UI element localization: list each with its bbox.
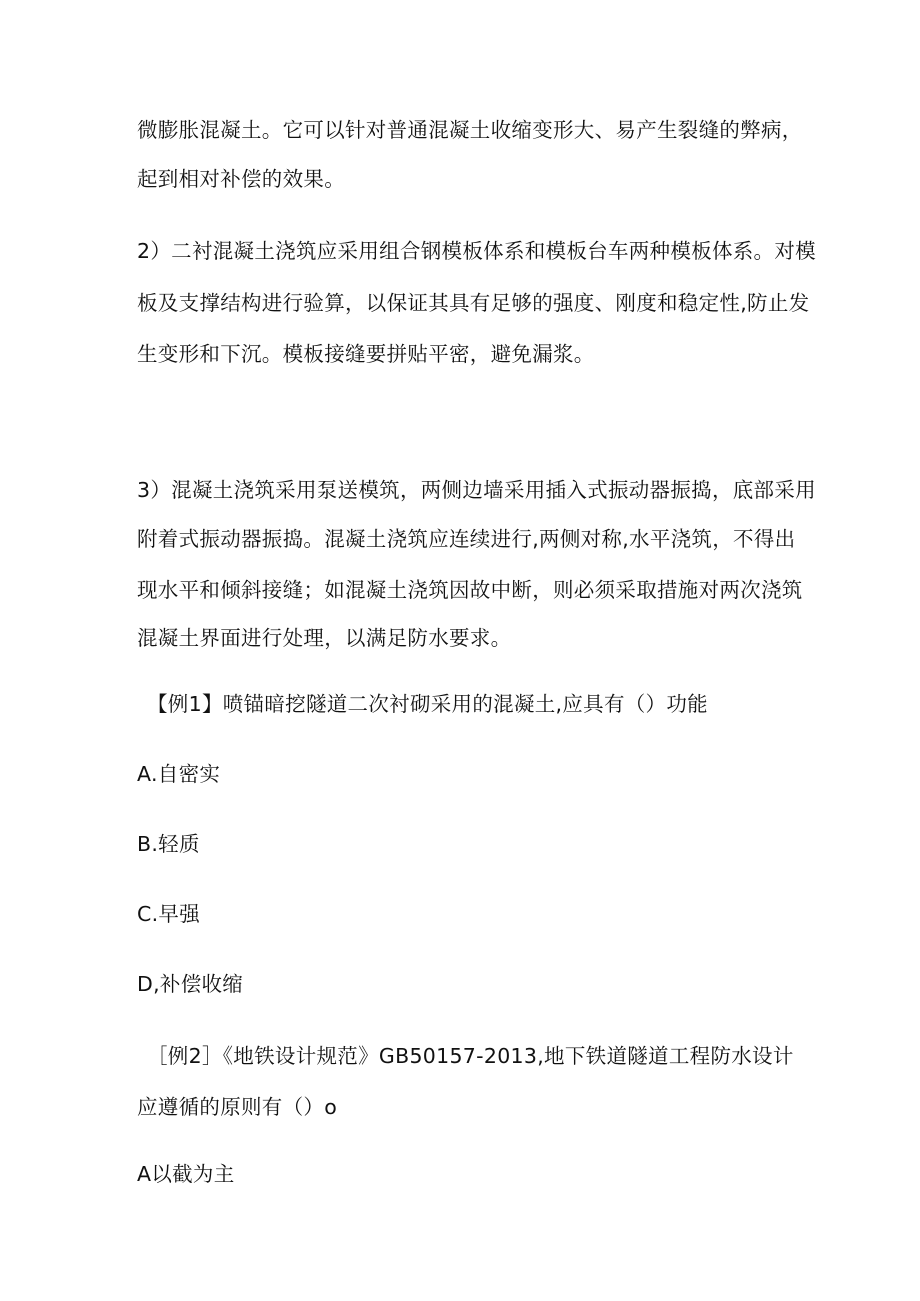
paragraph-3-line-1: 3）混凝土浇筑采用泵送模筑，两侧边墙采用插入式振动器振捣，底部采用	[137, 478, 816, 502]
example-1-option-a: A.自密实	[137, 762, 221, 786]
example-2-question-line-2: 应遵循的原则有（）o	[137, 1095, 338, 1119]
example-2-question-line-1: ［例2］《地铁设计规范》GB50157-2013,地下铁道隧道工程防水设计	[147, 1044, 794, 1068]
paragraph-3-line-2: 附着式振动器振捣。混凝土浇筑应连续进行,两侧对称,水平浇筑，不得出	[137, 527, 796, 551]
paragraph-1-line-1: 微膨胀混凝土。它可以针对普通混凝土收缩变形大、易产生裂缝的弊病，	[137, 118, 803, 142]
example-1-option-d: D,补偿收缩	[137, 972, 244, 996]
paragraph-3-line-3: 现水平和倾斜接缝；如混凝土浇筑因故中断，则必须采取措施对两次浇筑	[137, 578, 803, 602]
paragraph-2-line-3: 生变形和下沉。模板接缝要拼贴平密，避免漏浆。	[137, 342, 595, 366]
paragraph-2-line-2: 板及支撑结构进行验算，以保证其具有足够的强度、刚度和稳定性,防止发	[137, 291, 810, 315]
paragraph-3-line-4: 混凝土界面进行处理，以满足防水要求。	[137, 626, 512, 650]
example-1-option-b: B.轻质	[137, 832, 200, 856]
example-1-question: 【例1】喷锚暗挖隧道二次衬砌采用的混凝土,应具有（）功能	[147, 692, 708, 716]
example-1-option-c: C.早强	[137, 902, 201, 926]
paragraph-2-line-1: 2）二衬混凝土浇筑应采用组合钢模板体系和模板台车两种模板体系。对模	[137, 239, 816, 263]
example-2-option-a: A以截为主	[137, 1162, 235, 1186]
paragraph-1-line-2: 起到相对补偿的效果。	[137, 167, 345, 191]
